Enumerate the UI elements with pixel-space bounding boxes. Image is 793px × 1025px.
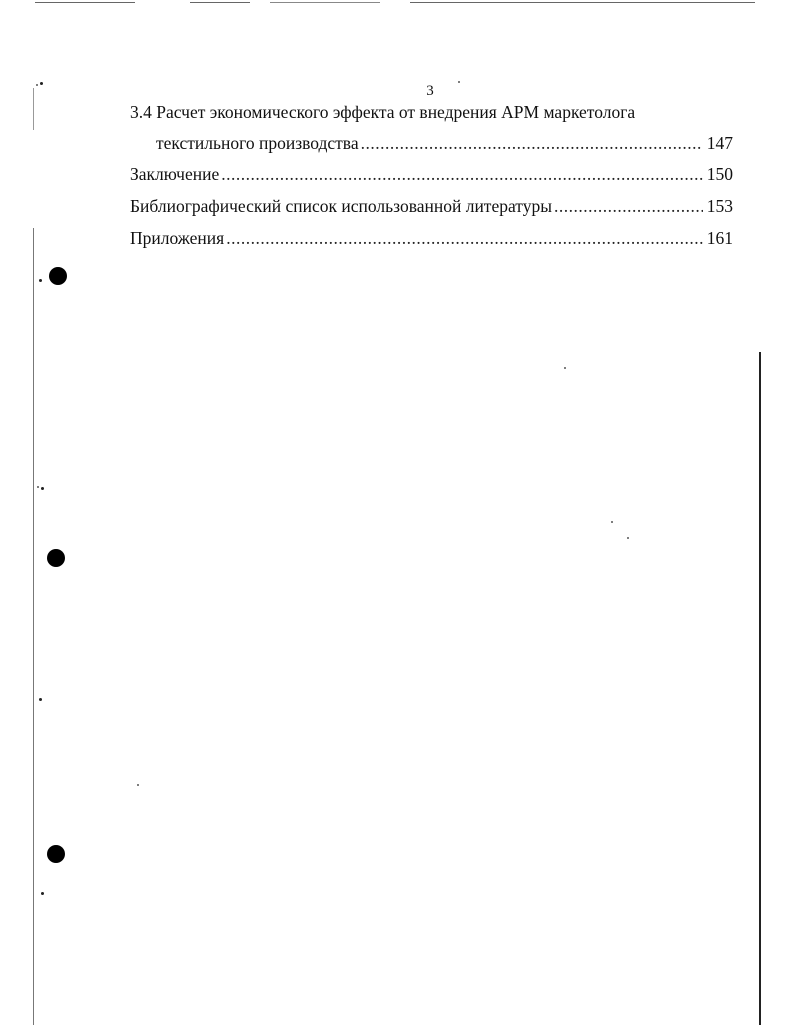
- toc-entry-conclusion[interactable]: [130, 162, 733, 186]
- scan-speck: [39, 279, 42, 282]
- scan-speck: [41, 892, 44, 895]
- scan-speck: [627, 537, 629, 539]
- toc-leader-dots: [221, 162, 703, 186]
- scan-top-rule: [410, 2, 755, 3]
- scan-top-rule: [190, 2, 250, 3]
- scan-speck: [41, 487, 44, 490]
- punch-hole: [47, 845, 65, 863]
- left-margin-line: [33, 88, 34, 130]
- scan-speck: [458, 81, 460, 83]
- right-margin-line: [759, 352, 761, 1025]
- toc-leader-dots: [554, 194, 703, 218]
- scan-speck: [37, 486, 39, 488]
- toc-leader-dots: [361, 131, 703, 155]
- scan-speck: [611, 521, 613, 523]
- toc-entry-bibliography[interactable]: [130, 194, 733, 218]
- scan-speck: [39, 698, 42, 701]
- scan-speck: [564, 367, 566, 369]
- scan-speck: [36, 84, 38, 86]
- punch-hole: [47, 549, 65, 567]
- toc-entry-text: Библиографический список использованной литературы: [130, 196, 552, 216]
- scan-top-rule: [270, 2, 380, 3]
- scan-speck: [137, 784, 139, 786]
- toc-page-number: 161: [706, 228, 733, 248]
- toc-entry-text: текстильного производства: [156, 133, 359, 153]
- toc-page-number: 147: [706, 133, 733, 153]
- toc-leader-dots: [226, 226, 703, 250]
- toc-entry-appendices[interactable]: [130, 226, 733, 250]
- toc-page-number: 150: [706, 164, 733, 184]
- scan-top-rule: [35, 2, 135, 3]
- page-number: 3: [426, 83, 434, 99]
- toc-page-number: 153: [706, 196, 733, 216]
- toc-entry-text: Приложения: [130, 228, 225, 248]
- toc-entry-text: Заключение: [130, 164, 220, 184]
- scan-speck: [40, 82, 43, 85]
- toc-entry-3-4[interactable]: [156, 131, 733, 155]
- toc-entry-3-4-title: 3.4 Расчет экономического эффекта от внедрения АРМ маркетолога: [130, 102, 636, 122]
- punch-hole: [49, 267, 67, 285]
- left-margin-line: [33, 228, 34, 1025]
